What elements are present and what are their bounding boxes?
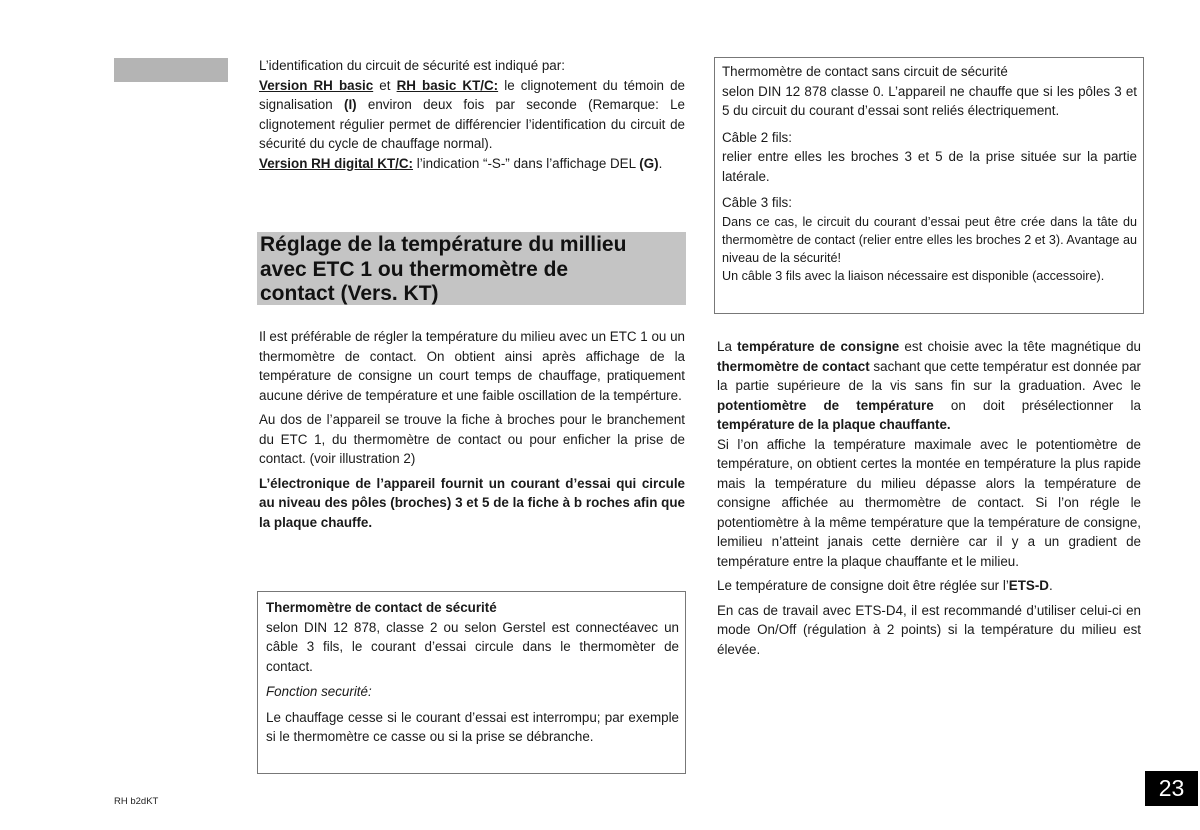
version-basic-text: Version RH basic et RH basic KT/C: le clignotement du témoin de signalisation (I) environ deux fois par seconde (Remarque: Le clignotement régulier permet de différencier l’identification du circuit de sécurité du cycle de chauffage normal).: [259, 77, 685, 151]
heading-line: contact (Vers. KT): [260, 282, 439, 305]
paragraph-bold: L’électronique de l’appareil fournit un courant d’essai qui circule au niveau des pôles (broches) 3 et 5 de la fiche à b roches afin que la plaque chauffe.: [259, 475, 685, 530]
box-title: Thermomètre de contact sans circuit de sécurité: [722, 64, 1008, 79]
heading-line: avec ETC 1 ou thermomètre de: [260, 257, 569, 281]
box-label: Câble 3 fils:: [722, 195, 792, 210]
section-marker-tab: [114, 58, 228, 82]
section-heading: [257, 232, 686, 305]
box-note: Un câble 3 fils avec la liaison nécessaire est disponible (accessoire).: [722, 268, 1105, 283]
paragraph: La température de consigne est choisie avec la tête magnétique du thermomètre de contact sachant que cette températur est donnée par la partie supérieure de la vis sans fin sur la graduation. Avec le potentiomètre de température on doit présélectionner la température de la plaque chauffante.: [717, 339, 1141, 432]
box-text: selon DIN 12 878 classe 0. L’appareil ne chauffe que si les pôles 3 et 5 du circuit du courant d’essai sont reliés électriquement.: [722, 83, 1137, 118]
box-label: Câble 2 fils:: [722, 129, 792, 145]
paragraph: Il est préférable de régler la température du milieu avec un ETC 1 ou un thermomètre de contact. On obtient ainsi après affichage de la température de consigne un court temps de chauffage, pratiquement aucune dérive de température et une faible oscillation de la tempérture.: [259, 329, 685, 403]
version-digital-text: Version RH digital KT/C: l’indication “-S-” dans l’affichage DEL (G).: [259, 155, 663, 171]
document-code: RH b2dKT: [114, 796, 159, 807]
intro-text: L’identification du circuit de sécurité est indiqué par:: [259, 58, 565, 73]
paragraph: Au dos de l’appareil se trouve la fiche à broches pour le branchement du ETC 1, du thermomètre de contact ou pour enficher la prise de contact. (voir illustration 2): [259, 412, 685, 466]
non-safety-thermometer-box: [714, 57, 1144, 314]
safety-circuit-identification: [259, 56, 685, 173]
box-subtitle: Fonction securité:: [266, 684, 372, 699]
box-text: selon DIN 12 878, classe 2 ou selon Gerstel est connectéavec un câble 3 fils, le courant d’essai circule dans le thermomèter de contact.: [266, 619, 679, 674]
paragraph: En cas de travail avec ETS-D4, il est recommandé d’utiliser celui-ci en mode On/Off (régulation à 2 points) si la température du milieu est élevée.: [717, 602, 1141, 657]
heading-line: Réglage de la température du millieu: [260, 233, 627, 256]
safety-thermometer-box: [257, 591, 686, 774]
box-text: relier entre elles les broches 3 et 5 de la prise située sur la partie latérale.: [722, 149, 1137, 184]
right-body: [717, 337, 1141, 659]
page-number: 23: [1145, 771, 1198, 806]
box-title: Thermomètre de contact de sécurité: [266, 600, 497, 615]
box-text: Dans ce cas, le circuit du courant d’essai peut être crée dans la tâte du thermomètre de contact (relier entre elles les broches 2 et 3). Avantage au niveau de la sécurité!: [722, 214, 1137, 265]
left-body: [259, 327, 685, 532]
paragraph: Le température de consigne doit être réglée sur l’ETS-D.: [717, 578, 1053, 593]
paragraph: Si l’on affiche la température maximale avec le potentiomètre de température, on obtient certes la montée en température la plus rapide mais la température du milieu dépasse alors la température de consigne affichée au thermomètre de contact. Si l’on régle le potentiomètre à la même température que la température de consigne, lemilieu n’atteint janais cette dernière car il y a un gradient de température entre la plaque chauffante et le milieu.: [717, 436, 1141, 569]
box-text: Le chauffage cesse si le courant d’essai est interrompu; par exemple si le thermomètre ce casse ou si la prise se débranche.: [266, 709, 679, 744]
